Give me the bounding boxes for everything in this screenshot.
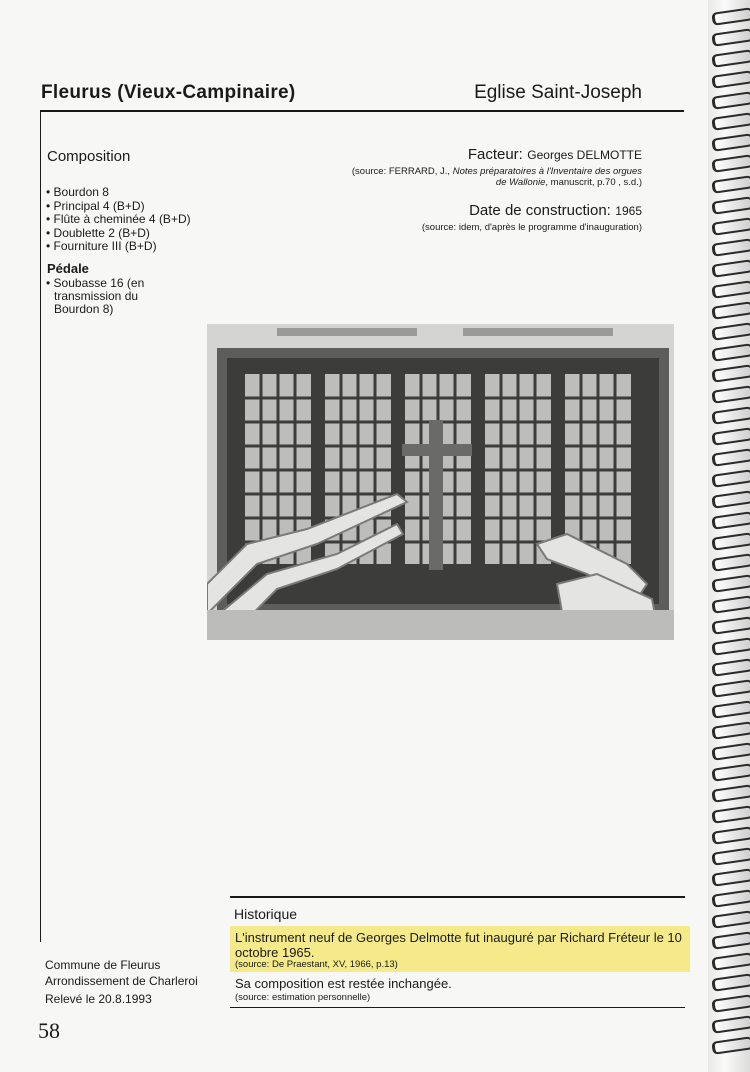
builder-label: Facteur: — [467, 146, 523, 163]
binding-coil — [711, 112, 750, 131]
binding-coil — [711, 238, 750, 257]
source-title: Notes préparatoires à l'Inventaire des orgues — [452, 166, 642, 177]
binding-coil — [711, 490, 750, 509]
binding-coil — [711, 532, 750, 551]
binding-coil — [711, 784, 750, 803]
historique-source: (source: estimation personnelle) — [235, 992, 371, 1003]
binding-coil — [711, 973, 750, 992]
pedal-stop-line: Bourdon 8) — [54, 302, 114, 316]
historique-source: (source: De Praestant, XV, 1966, p.13) — [235, 959, 398, 970]
binding-coil — [711, 448, 750, 467]
historique-heading: Historique — [234, 906, 298, 922]
binding-coil — [711, 133, 750, 152]
spiral-binding — [708, 0, 750, 1072]
binding-coil — [711, 721, 750, 740]
binding-coil — [711, 616, 750, 635]
binding-coil — [711, 406, 750, 425]
binding-coil — [711, 742, 750, 761]
builder-source — [302, 166, 642, 188]
binding-coil — [711, 763, 750, 782]
binding-coil — [711, 49, 750, 68]
stop-item: • Flûte à cheminée 4 (B+D) — [46, 213, 191, 227]
binding-coil — [711, 469, 750, 488]
source-prefix: (source: FERRARD, J., — [351, 166, 451, 177]
binding-coil — [711, 70, 750, 89]
binding-coil — [711, 385, 750, 404]
binding-coil — [711, 868, 750, 887]
historique-rule — [230, 896, 685, 898]
binding-coil — [711, 1036, 750, 1055]
binding-coil — [711, 1015, 750, 1034]
manual-stop-list — [46, 186, 191, 254]
binding-coil — [711, 994, 750, 1013]
binding-coil — [711, 301, 750, 320]
binding-coil — [711, 931, 750, 950]
composition-heading: Composition — [47, 148, 131, 165]
builder-info — [302, 146, 642, 233]
binding-coil — [711, 805, 750, 824]
binding-coil — [711, 217, 750, 236]
binding-coil — [711, 826, 750, 845]
construction-source: (source: idem, d'après le programme d'inauguration) — [421, 222, 642, 233]
stop-item: • Fourniture III (B+D) — [46, 240, 191, 254]
binding-coil — [711, 553, 750, 572]
header-rule — [40, 110, 684, 112]
historique-text: Sa composition est restée inchangée. — [235, 976, 452, 991]
binding-coil — [711, 910, 750, 929]
binding-coil — [711, 7, 750, 26]
stop-item: • Doublette 2 (B+D) — [46, 227, 191, 241]
binding-coil — [711, 175, 750, 194]
binding-coil — [711, 322, 750, 341]
binding-coil — [711, 595, 750, 614]
pedal-stop-item — [46, 277, 176, 316]
releve-date: Relevé le 20.8.1993 — [45, 992, 152, 1006]
construction-label: Date de construction: — [469, 202, 611, 219]
binding-coil — [711, 679, 750, 698]
arrondissement-name: Arrondissement de Charleroi — [45, 974, 198, 988]
binding-coil — [711, 259, 750, 278]
binding-coil — [711, 658, 750, 677]
binding-coil — [711, 511, 750, 530]
binding-coil — [711, 91, 750, 110]
binding-coil — [711, 154, 750, 173]
binding-coil — [711, 343, 750, 362]
location-title: Fleurus (Vieux-Campinaire) — [41, 82, 296, 103]
pedal-heading: Pédale — [47, 261, 89, 276]
organ-case-illustration — [207, 324, 674, 640]
binding-coil — [711, 889, 750, 908]
source-title: de Wallonie — [495, 177, 546, 188]
stop-item: • Principal 4 (B+D) — [46, 200, 191, 214]
binding-coil — [711, 952, 750, 971]
bottom-rule — [230, 1007, 685, 1008]
binding-coil — [711, 280, 750, 299]
church-name: Eglise Saint-Joseph — [474, 82, 642, 103]
builder-name: Georges DELMOTTE — [527, 148, 642, 162]
binding-coil — [711, 196, 750, 215]
stop-item: • Bourdon 8 — [46, 186, 191, 200]
page-number: 58 — [38, 1018, 60, 1043]
commune-name: Commune de Fleurus — [45, 958, 161, 972]
pedal-stop-line: Soubasse 16 (en — [53, 276, 145, 290]
binding-coil — [711, 574, 750, 593]
binding-coil — [711, 427, 750, 446]
left-frame-rule — [40, 112, 41, 942]
pedal-stop-line: transmission du — [54, 289, 139, 303]
historique-text: L'instrument neuf de Georges Delmotte fut inauguré par Richard Fréteur le 10 octobre 1965. — [235, 930, 682, 960]
construction-year: 1965 — [615, 204, 642, 218]
commune-info — [45, 957, 198, 1007]
source-suffix: , manuscrit, p.70 , s.d.) — [545, 177, 642, 188]
binding-coil — [711, 847, 750, 866]
organ-photo — [207, 324, 674, 640]
binding-coil — [711, 28, 750, 47]
binding-coil — [711, 700, 750, 719]
binding-coil — [711, 364, 750, 383]
binding-coil — [711, 637, 750, 656]
